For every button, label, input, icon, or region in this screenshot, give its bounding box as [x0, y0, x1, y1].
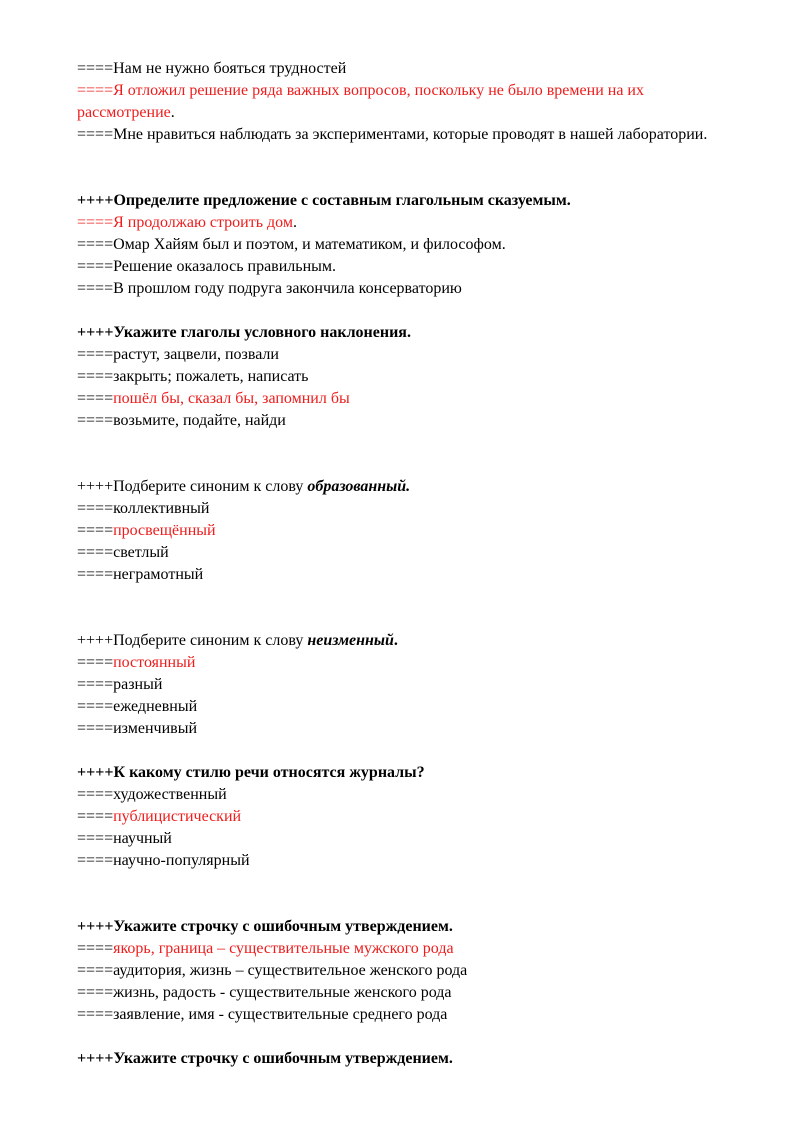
- correct-answer-text: публицистический: [113, 808, 242, 825]
- question-keyword: образованный.: [307, 478, 411, 495]
- answer-line: [77, 1004, 737, 1026]
- answer-text: В прошлом году подруга закончила консерваторию: [113, 280, 462, 297]
- answer-line: [77, 674, 737, 696]
- answer-line: [77, 542, 737, 564]
- question-marker: ++++: [77, 324, 114, 341]
- question-line: [77, 916, 737, 938]
- answer-text: закрыть; пожалеть, написать: [113, 368, 309, 385]
- answer-text: художественный: [113, 786, 227, 803]
- answer-line: [77, 256, 737, 278]
- answer-marker: ====: [77, 962, 114, 979]
- answer-marker: ====: [77, 236, 114, 253]
- correct-answer-text: просвещённый: [113, 522, 216, 539]
- answer-text: возьмите, подайте, найди: [113, 412, 286, 429]
- question-marker: ++++: [77, 632, 114, 649]
- answer-text: коллективный: [113, 500, 210, 517]
- question-text: Определите предложение с составным глагольным сказуемым.: [113, 192, 571, 209]
- answer-text: аудитория, жизнь – существительное женского рода: [113, 962, 468, 979]
- question-line: [77, 762, 737, 784]
- answer-marker: ====: [77, 544, 114, 561]
- question-punctuation: .: [393, 632, 398, 649]
- answer-marker: ====: [77, 258, 114, 275]
- correct-answer-text: якорь, граница – существительные мужского рода: [113, 940, 454, 957]
- answer-marker: ====: [77, 82, 114, 99]
- answer-line: [77, 850, 737, 872]
- correct-answer-text: пошёл бы, сказал бы, запомнил бы: [113, 390, 350, 407]
- answer-marker: ====: [77, 522, 114, 539]
- answer-line: [77, 278, 737, 300]
- answer-marker: ====: [77, 1006, 114, 1023]
- answer-marker: ====: [77, 390, 114, 407]
- answer-text: научно-популярный: [113, 852, 250, 869]
- question-line: [77, 630, 737, 652]
- answer-text: Мне нравиться наблюдать за экспериментами, которые проводят в нашей лаборатории.: [113, 126, 708, 143]
- spacer: [77, 872, 737, 916]
- spacer: [77, 740, 737, 762]
- answer-line: [77, 366, 737, 388]
- answer-text: изменчивый: [113, 720, 198, 737]
- question-text: Укажите глаголы условного наклонения.: [113, 324, 411, 341]
- spacer: [77, 146, 737, 190]
- correct-answer-text: постоянный: [113, 654, 196, 671]
- answer-punctuation: .: [293, 214, 297, 231]
- answer-marker: ====: [77, 280, 114, 297]
- answer-text: светлый: [113, 544, 169, 561]
- answer-marker: ====: [77, 654, 114, 671]
- question-line: [77, 476, 737, 498]
- answer-text: Омар Хайям был и поэтом, и математиком, и философом.: [113, 236, 506, 253]
- question-marker: ++++: [77, 478, 114, 495]
- answer-text: научный: [113, 830, 172, 847]
- question-text: К какому стилю речи относятся журналы?: [113, 764, 425, 781]
- answer-line-correct: [77, 520, 737, 542]
- answer-line: [77, 718, 737, 740]
- answer-marker: ====: [77, 566, 114, 583]
- answer-marker: ====: [77, 852, 114, 869]
- spacer: [77, 300, 737, 322]
- question-line: [77, 190, 737, 212]
- answer-text: заявление, имя - существительные среднего рода: [113, 1006, 448, 1023]
- answer-line: [77, 960, 737, 982]
- answer-line: [77, 564, 737, 586]
- answer-marker: ====: [77, 500, 114, 517]
- question-text: Подберите синоним к слову: [113, 632, 308, 649]
- answer-marker: ====: [77, 940, 114, 957]
- answer-marker: ====: [77, 126, 114, 143]
- answer-text: неграмотный: [113, 566, 204, 583]
- answer-line: [77, 58, 737, 80]
- answer-marker: ====: [77, 214, 114, 231]
- answer-text: разный: [113, 676, 163, 693]
- correct-answer-text: Я отложил решение ряда важных вопросов, поскольку не было времени на их рассмотрение: [77, 82, 644, 121]
- question-marker: ++++: [77, 764, 114, 781]
- answer-line-correct: [77, 652, 737, 674]
- question-marker: ++++: [77, 918, 114, 935]
- spacer: [77, 586, 737, 630]
- answer-marker: ====: [77, 346, 114, 363]
- answer-line: [77, 982, 737, 1004]
- answer-marker: ====: [77, 60, 114, 77]
- test-content: [77, 58, 737, 1070]
- spacer: [77, 1026, 737, 1048]
- answer-marker: ====: [77, 698, 114, 715]
- question-line: [77, 322, 737, 344]
- answer-marker: ====: [77, 720, 114, 737]
- question-marker: ++++: [77, 1050, 114, 1067]
- answer-marker: ====: [77, 786, 114, 803]
- answer-text: ежедневный: [113, 698, 198, 715]
- question-text: Подберите синоним к слову: [113, 478, 308, 495]
- answer-line: [77, 498, 737, 520]
- answer-marker: ====: [77, 368, 114, 385]
- answer-line-correct: [77, 80, 737, 124]
- correct-answer-text: Я продолжаю строить дом: [113, 214, 293, 231]
- spacer: [77, 432, 737, 476]
- answer-line-correct: [77, 938, 737, 960]
- answer-line: [77, 696, 737, 718]
- question-marker: ++++: [77, 192, 114, 209]
- answer-marker: ====: [77, 676, 114, 693]
- question-text: Укажите строчку с ошибочным утверждением.: [113, 1050, 453, 1067]
- answer-line-correct: [77, 212, 737, 234]
- answer-marker: ====: [77, 808, 114, 825]
- answer-text: растут, зацвели, позвали: [113, 346, 279, 363]
- answer-line-correct: [77, 806, 737, 828]
- answer-marker: ====: [77, 984, 114, 1001]
- answer-marker: ====: [77, 830, 114, 847]
- answer-marker: ====: [77, 412, 114, 429]
- answer-text: Решение оказалось правильным.: [113, 258, 337, 275]
- answer-line: [77, 234, 737, 256]
- answer-line: [77, 410, 737, 432]
- answer-punctuation: .: [170, 104, 175, 121]
- answer-line: [77, 828, 737, 850]
- answer-line-correct: [77, 388, 737, 410]
- answer-text: Нам не нужно бояться трудностей: [113, 60, 347, 77]
- answer-text: жизнь, радость - существительные женского рода: [113, 984, 452, 1001]
- answer-line: [77, 124, 737, 146]
- question-keyword: неизменный: [307, 632, 394, 649]
- question-line: [77, 1048, 737, 1070]
- question-text: Укажите строчку с ошибочным утверждением.: [113, 918, 453, 935]
- answer-line: [77, 784, 737, 806]
- answer-line: [77, 344, 737, 366]
